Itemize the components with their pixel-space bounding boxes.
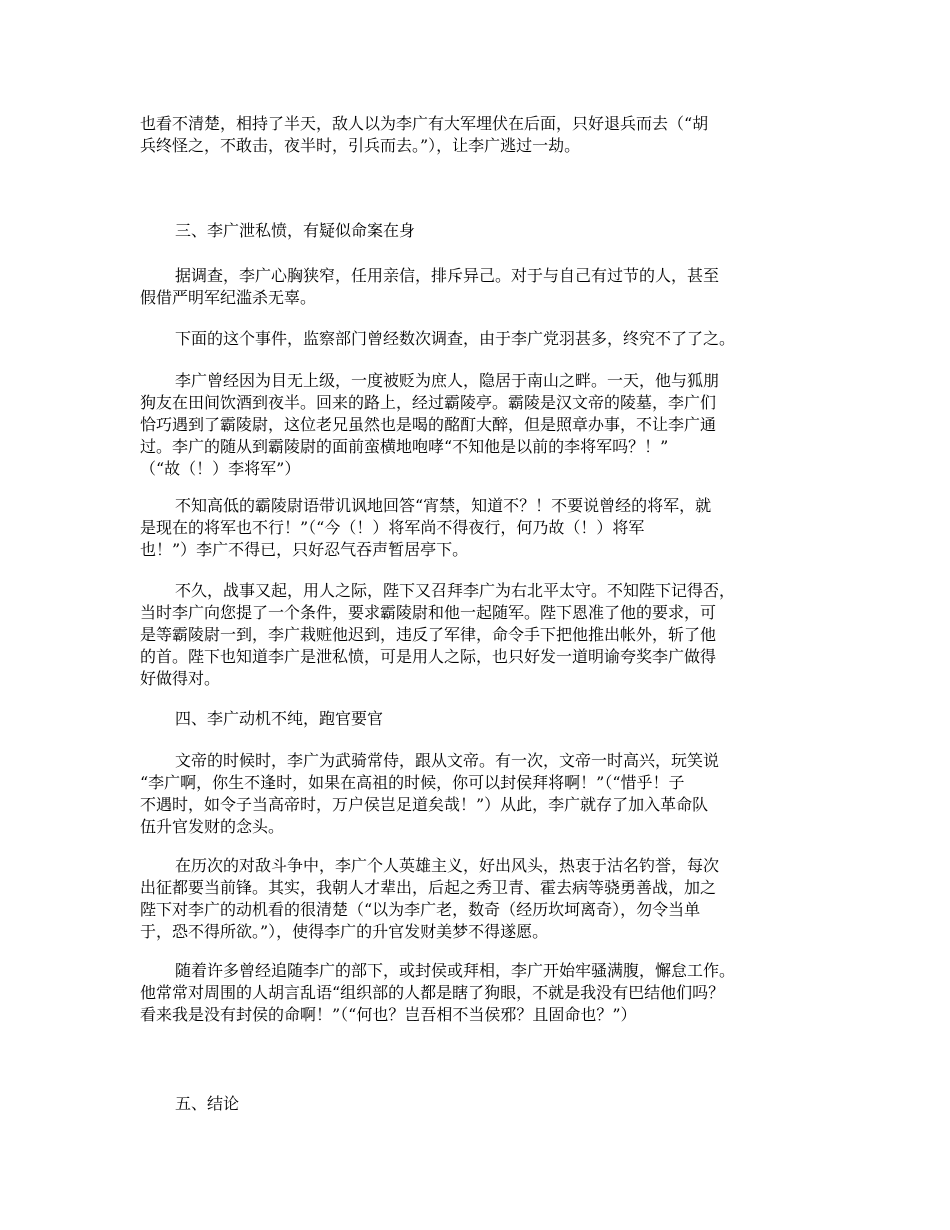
- text-line: 过。李广的随从到霸陵尉的面前蛮横地咆哮“不知他是以前的李将军吗？！”: [140, 437, 669, 456]
- paragraph-7: [140, 750, 820, 838]
- text-line: 下面的这个事件，监察部门曾经数次调查，由于李广党羽甚多，终究不了了之。: [175, 329, 736, 348]
- section-heading-4: 四、李广动机不纯，跑官要官: [175, 709, 384, 728]
- text-line: 文帝的时候时，李广为武骑常侍，跟从文帝。有一次，文帝一时高兴，玩笑说: [175, 751, 720, 770]
- text-line: 李广曾经因为目无上级，一度被贬为庶人，隐居于南山之畔。一天，他与狐朋: [175, 371, 720, 390]
- text-line: 出征都要当前锋。其实，我朝人才辈出，后起之秀卫青、霍去病等骁勇善战，加之: [140, 878, 717, 897]
- text-line: 是等霸陵尉一到，李广栽赃他迟到，违反了军律，命令手下把他推出帐外，斩了他: [140, 625, 717, 644]
- paragraph-6: [140, 580, 820, 690]
- paragraph-3: [140, 328, 820, 350]
- text-line: 也看不清楚，相持了半天，敌人以为李广有大军埋伏在后面，只好退兵而去（“胡: [140, 114, 709, 133]
- text-line: 的首。陛下也知道李广是泄私愤，可是用人之际，也只好发一道明谕夸奖李广做得: [140, 647, 717, 666]
- paragraph-8: [140, 855, 820, 943]
- text-line: 好做得对。: [140, 669, 221, 688]
- text-line: 也！”）李广不得已，只好忍气吞声暂居亭下。: [140, 540, 469, 559]
- paragraph-9: [140, 960, 820, 1026]
- text-line: 随着许多曾经追随李广的部下，或封侯或拜相，李广开始牢骚满腹，懈怠工作。: [175, 961, 736, 980]
- paragraph-1: [140, 113, 820, 157]
- text-line: （“故（！）李将军”）: [140, 459, 301, 478]
- text-line: 恰巧遇到了霸陵尉，这位老兄虽然也是喝的酩酊大醉，但是照章办事，不让李广通: [140, 415, 717, 434]
- text-line: 不遇时，如令子当高帝时，万户侯岂足道矣哉！”）从此，李广就存了加入革命队: [140, 795, 709, 814]
- text-line: 当时李广向您提了一个条件，要求霸陵尉和他一起随军。陛下恩准了他的要求，可: [140, 603, 717, 622]
- text-line: 伍升官发财的念头。: [140, 817, 285, 836]
- paragraph-4: [140, 370, 820, 480]
- text-line: 不知高低的霸陵尉语带讥讽地回答“宵禁，知道不？！不要说曾经的将军，就: [175, 496, 712, 515]
- text-line: 狗友在田间饮酒到夜半。回来的路上，经过霸陵亭。霸陵是汉文帝的陵墓，李广们: [140, 393, 717, 412]
- text-line: 不久，战事又起，用人之际，陛下又召拜李广为右北平太守。不知陛下记得否，: [175, 581, 736, 600]
- section-heading-3: 三、李广泄私愤，有疑似命案在身: [175, 221, 416, 240]
- paragraph-2: [140, 265, 820, 309]
- text-line: 是现在的将军也不行！”（“今（！）将军尚不得夜行，何乃故（！）将军: [140, 518, 645, 537]
- text-line: 假借严明军纪滥杀无辜。: [140, 288, 317, 307]
- text-line: 于，恐不得所欲。”），使得李广的升官发财美梦不得遂愿。: [140, 922, 549, 941]
- text-line: 据调查，李广心胸狭窄，任用亲信，排斥异己。对于与自己有过节的人，甚至: [175, 266, 720, 285]
- text-line: 陛下对李广的动机看的很清楚（“以为李广老，数奇（经历坎坷离奇），勿令当单: [140, 900, 701, 919]
- text-line: 在历次的对敌斗争中，李广个人英雄主义，好出风头，热衷于沽名钓誉，每次: [175, 856, 720, 875]
- text-line: 兵终怪之，不敢击，夜半时，引兵而去。”），让李广逃过一劫。: [140, 136, 581, 155]
- section-heading-5: 五、结论: [175, 1094, 240, 1113]
- text-line: 他常常对周围的人胡言乱语“组织部的人都是瞎了狗眼，不就是我没有巴结他们吗？: [140, 983, 725, 1002]
- text-line: 看来我是没有封侯的命啊！”（“何也？岂吾相不当侯邪？且固命也？”）: [140, 1005, 637, 1024]
- text-line: “李广啊，你生不逢时，如果在高祖的时候，你可以封侯拜将啊！”（“惜乎！子: [140, 773, 685, 792]
- paragraph-5: [140, 495, 820, 561]
